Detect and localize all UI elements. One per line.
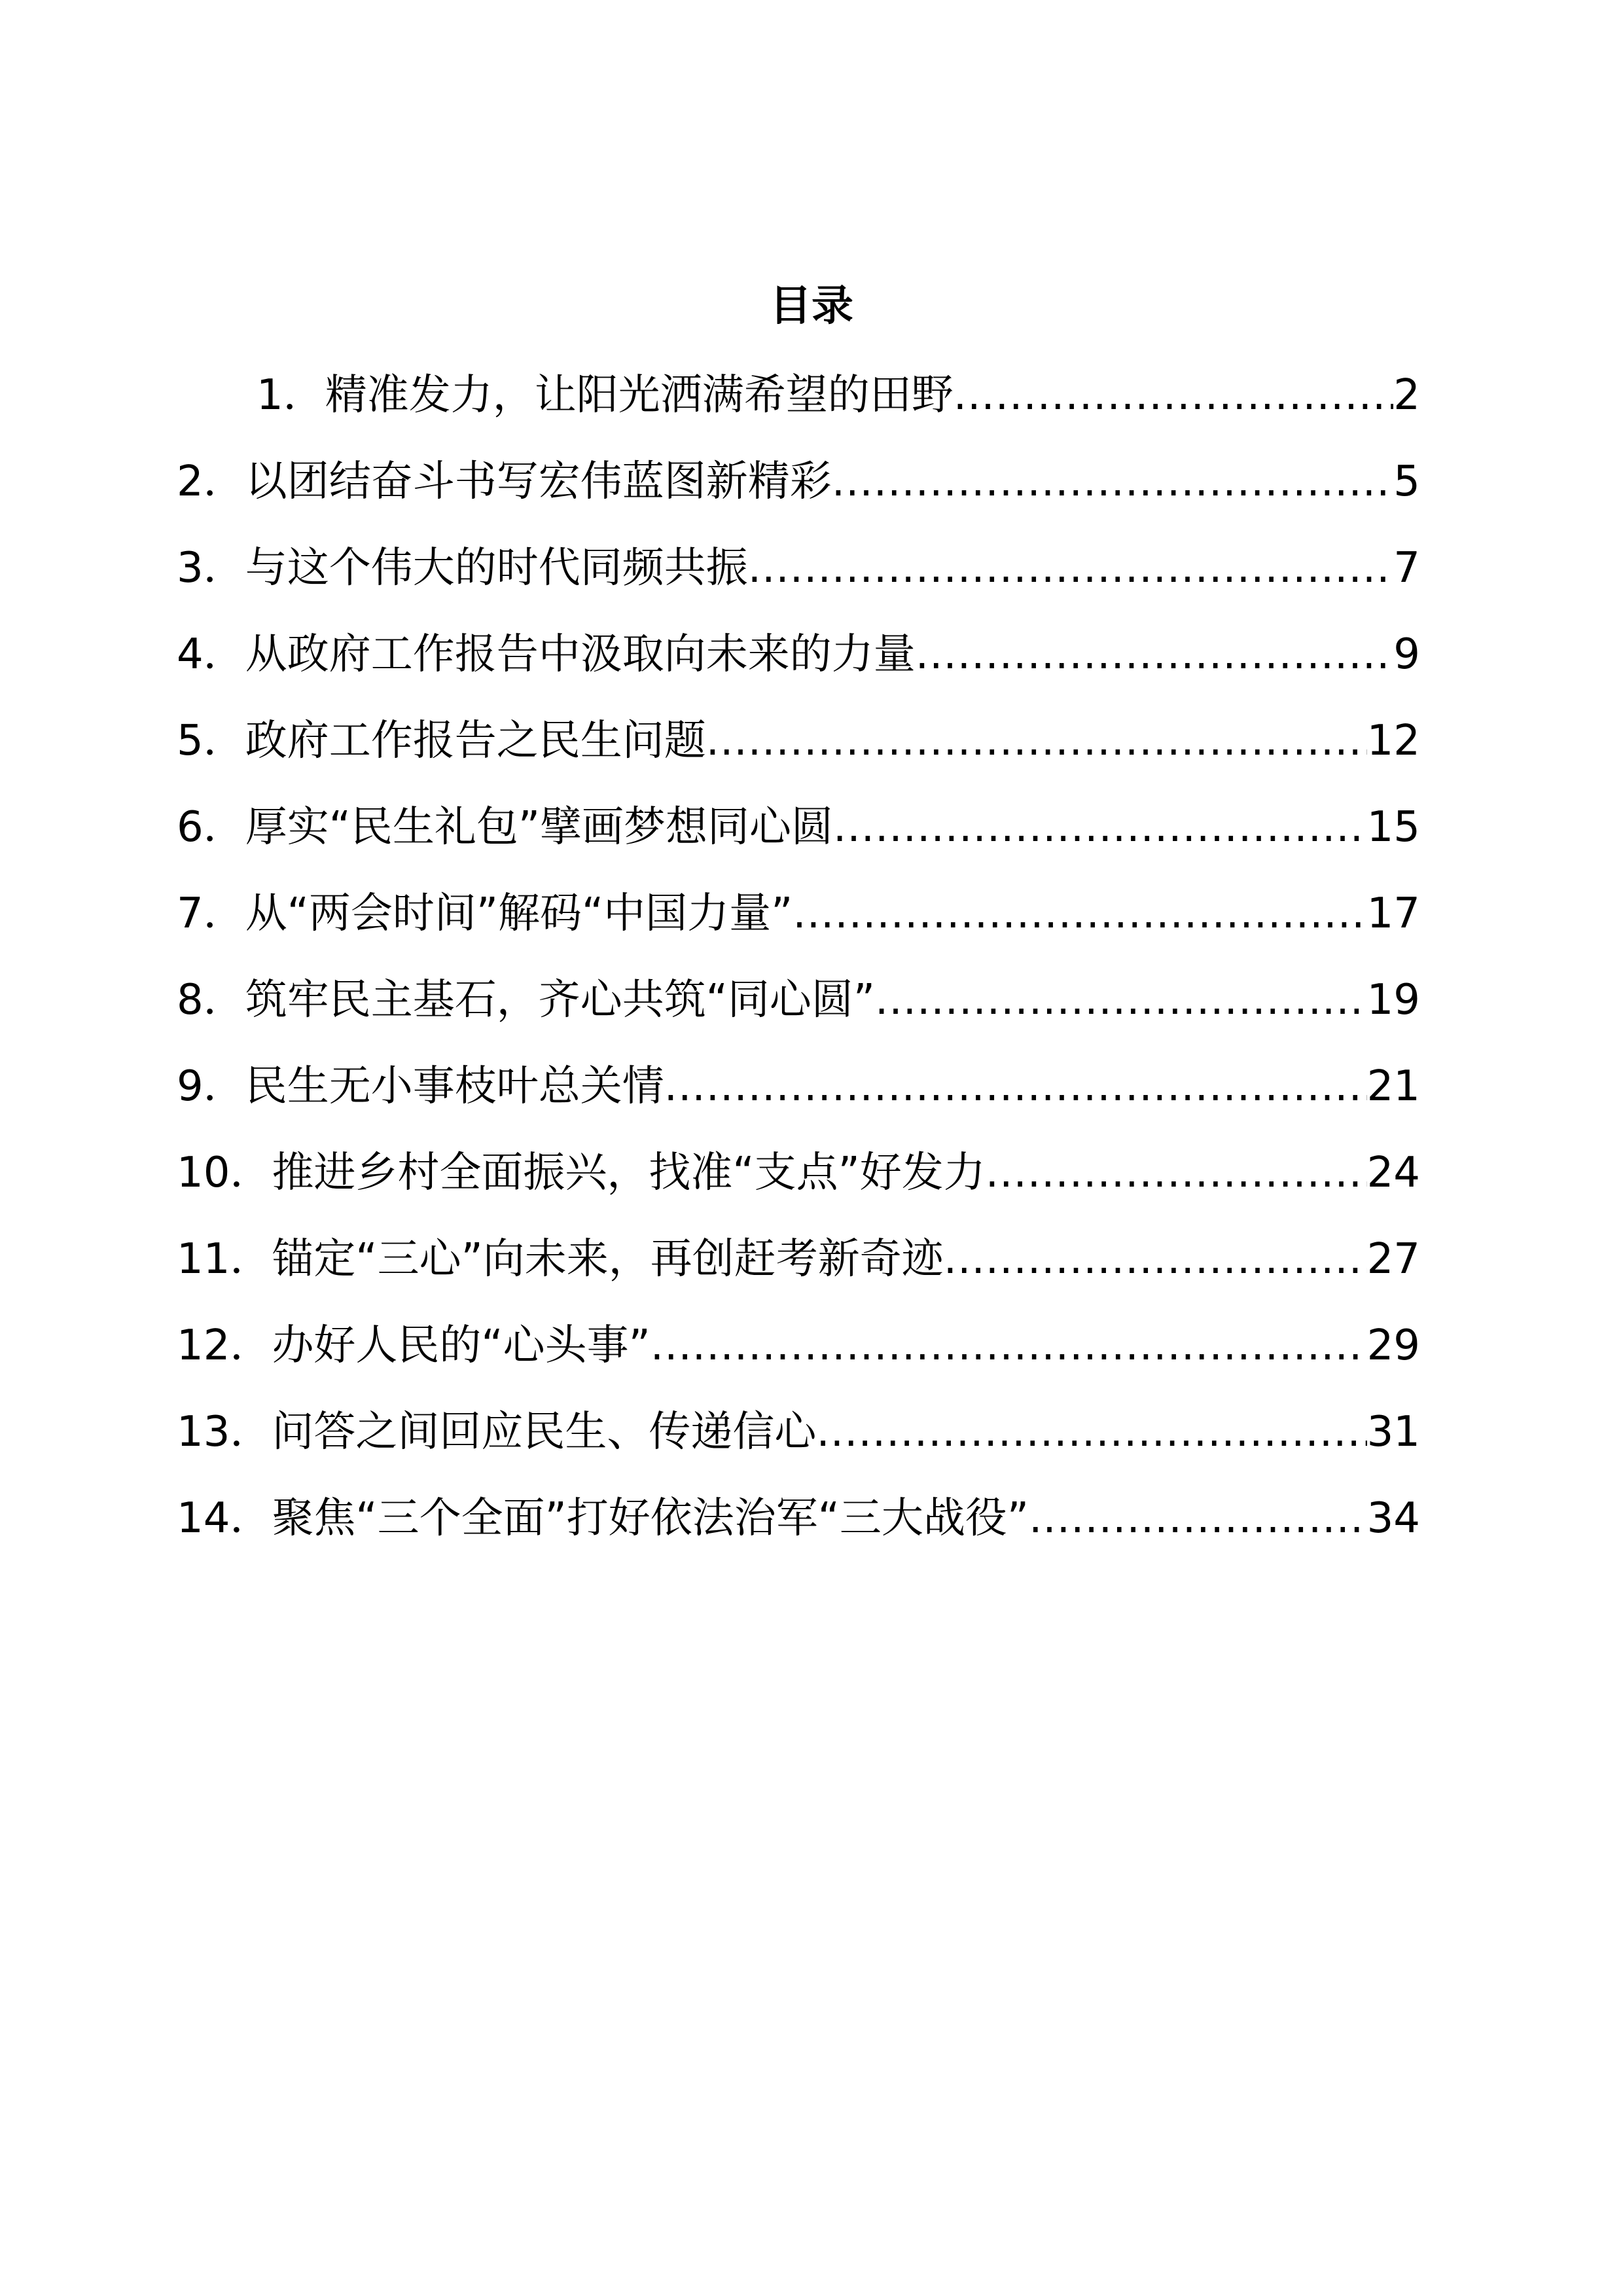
toc-entry-page: 9 [1393,630,1420,679]
toc-entry-page: 21 [1366,1062,1420,1111]
toc-entry-number: 9． [177,1062,245,1111]
toc-entry-number: 2． [177,457,245,506]
toc-entry-title: 民生无小事枝叶总关情 [245,1062,664,1111]
toc-entry-10[interactable] [177,1144,1420,1230]
toc-dot-leader [944,1230,1367,1288]
toc-entry-4[interactable] [177,626,1420,712]
toc-entry-page: 24 [1366,1149,1420,1197]
toc-entry-number: 7． [177,889,245,938]
toc-entry-page: 7 [1393,544,1420,592]
toc-dot-leader [748,539,1394,597]
toc-entry-title: 精准发力，让阳光洒满希望的田野 [325,371,954,420]
toc-entry-5[interactable] [177,712,1420,798]
toc-entry-title: 从政府工作报告中汲取向未来的力量 [245,630,916,679]
toc-dot-leader [875,971,1367,1029]
toc-entry-page: 15 [1366,803,1420,852]
toc-title: 目录 [770,282,853,331]
toc-entry-page: 12 [1366,717,1420,765]
toc-entry-number: 12． [177,1321,272,1370]
toc-entry-title: 筑牢民主基石，齐心共筑“同心圆” [245,976,876,1024]
toc-entry-number: 6． [177,803,245,852]
toc-entry-title: 政府工作报告之民生问题 [245,717,706,765]
toc-entry-8[interactable] [177,971,1420,1058]
toc-entry-page: 31 [1366,1408,1420,1456]
toc-entry-13[interactable] [177,1403,1420,1490]
toc-entry-title: 以团结奋斗书写宏伟蓝图新精彩 [245,457,832,506]
toc-entry-number: 8． [177,976,245,1024]
toc-dot-leader [706,712,1367,770]
toc-entry-page: 17 [1366,889,1420,938]
toc-dot-leader [986,1144,1367,1202]
toc-entry-number: 1． [257,371,325,420]
toc-entry-title: 从“两会时间”解码“中国力量” [245,889,793,938]
toc-entry-page: 27 [1366,1235,1420,1283]
toc-entry-page: 2 [1393,371,1420,420]
toc-dot-leader [833,798,1367,856]
toc-entry-2[interactable] [177,453,1420,539]
toc-entry-title: 问答之间回应民生、传递信心 [272,1408,817,1456]
toc-entry-title: 锚定“三心”向未来，再创赶考新奇迹 [272,1235,944,1283]
toc-entry-number: 4． [177,630,245,679]
toc-entry-page: 29 [1366,1321,1420,1370]
toc-entry-7[interactable] [177,885,1420,971]
toc-entry-page: 34 [1366,1494,1420,1543]
toc-entry-number: 3． [177,544,245,592]
toc-dot-leader [793,885,1366,942]
toc-entry-6[interactable] [177,798,1420,885]
toc-list [177,367,1420,1576]
toc-entry-number: 11． [177,1235,272,1283]
toc-entry-number: 10． [177,1149,272,1197]
toc-dot-leader [832,453,1394,511]
toc-dot-leader [664,1058,1367,1115]
toc-entry-page: 5 [1393,457,1420,506]
toc-entry-1[interactable] [177,367,1420,453]
toc-entry-title: 办好人民的“心头事” [272,1321,651,1370]
toc-entry-14[interactable] [177,1490,1420,1576]
toc-entry-title: 与这个伟大的时代同频共振 [245,544,748,592]
toc-entry-number: 13． [177,1408,272,1456]
toc-dot-leader [916,626,1394,683]
toc-entry-title: 推进乡村全面振兴，找准“支点”好发力 [272,1149,986,1197]
toc-entry-number: 5． [177,717,245,765]
toc-entry-9[interactable] [177,1058,1420,1144]
toc-entry-title: 聚焦“三个全面”打好依法治军“三大战役” [272,1494,1029,1543]
toc-dot-leader [651,1317,1367,1374]
toc-entry-number: 14． [177,1494,272,1543]
toc-dot-leader [1029,1490,1367,1547]
toc-entry-title: 厚实“民生礼包”擘画梦想同心圆 [245,803,834,852]
toc-entry-page: 19 [1366,976,1420,1024]
toc-entry-3[interactable] [177,539,1420,626]
toc-entry-11[interactable] [177,1230,1420,1317]
toc-dot-leader [816,1403,1366,1461]
toc-dot-leader [954,367,1394,424]
toc-entry-12[interactable] [177,1317,1420,1403]
